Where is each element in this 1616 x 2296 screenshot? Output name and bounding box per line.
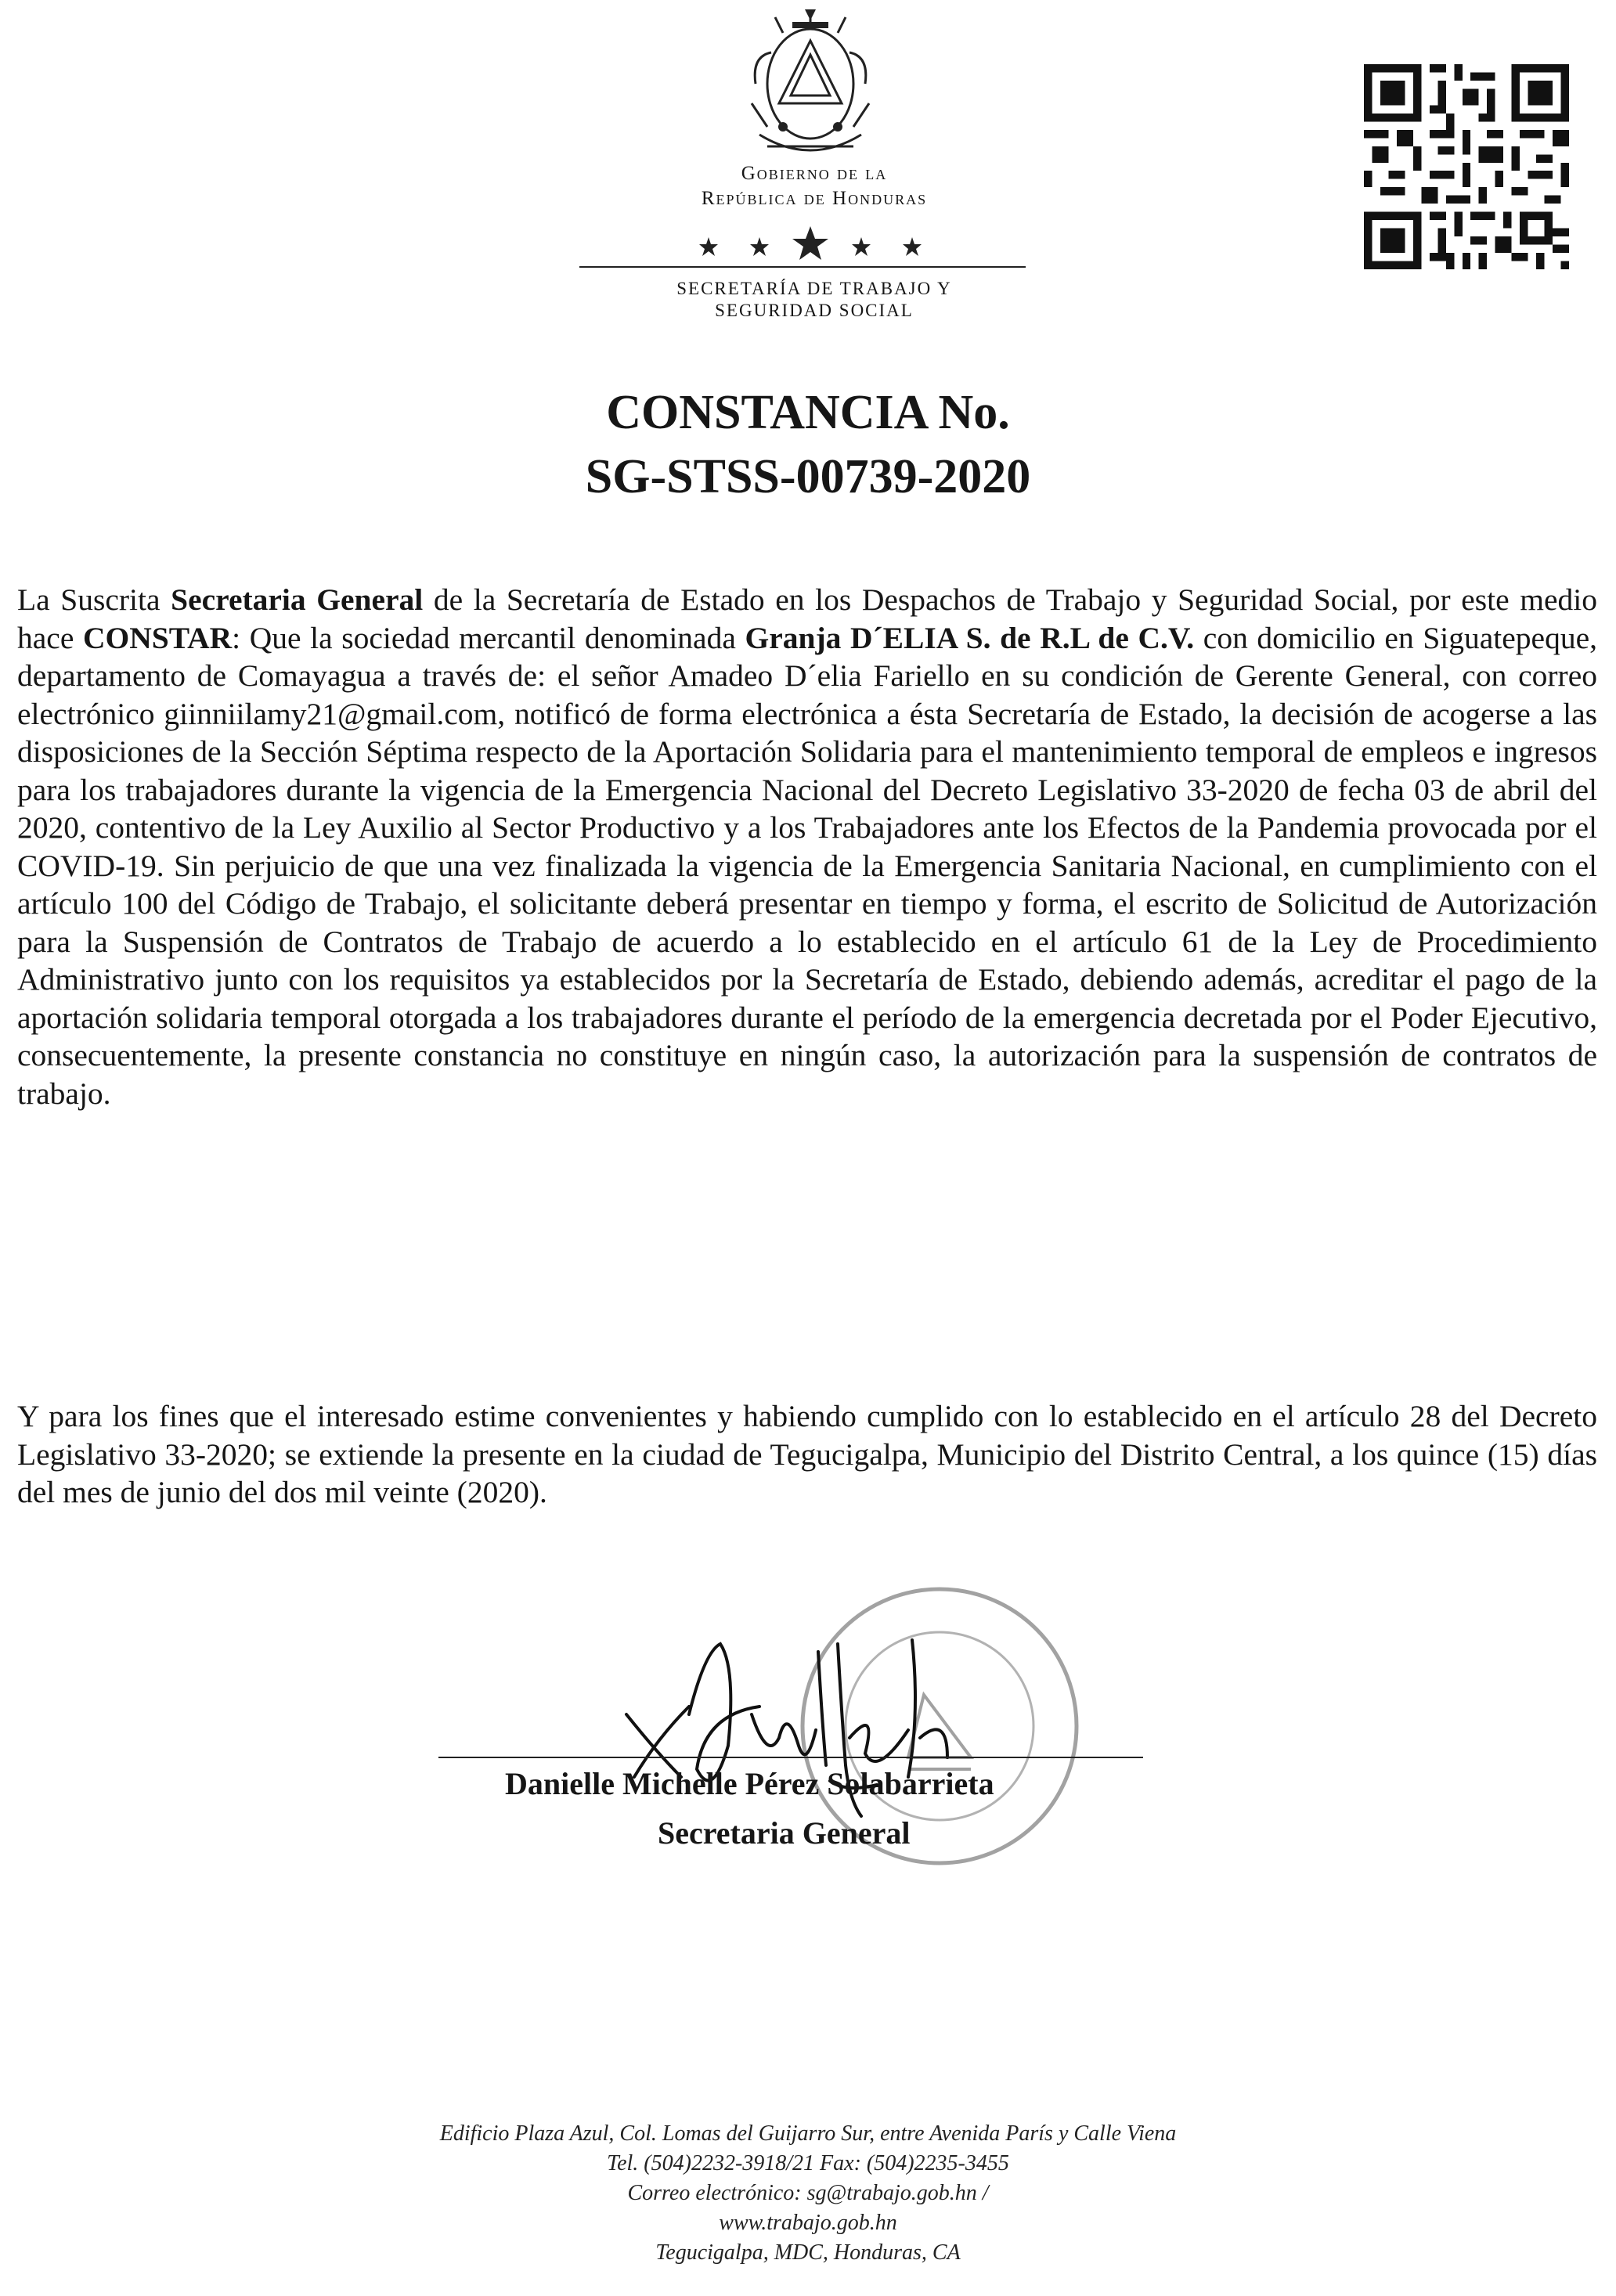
body-paragraph-1 (17, 581, 1597, 1112)
footer-address: Edificio Plaza Azul, Col. Lomas del Guijarro Sur, entre Avenida París y Calle Viena (439, 2121, 1177, 2146)
bold-text-run: Granja D´ELIA S. de R.L de C.V. (745, 620, 1195, 655)
footer-email: Correo electrónico: sg@trabajo.gob.hn / (627, 2181, 989, 2205)
qr-code-icon (1364, 64, 1569, 269)
footer-website: www.trabajo.gob.hn (719, 2211, 897, 2235)
signature-line (438, 1757, 1143, 1758)
signer-title: Secretaria General (658, 1815, 911, 1851)
ministry-name-line1: SECRETARÍA DE TRABAJO Y (676, 279, 952, 298)
header-divider (579, 266, 1026, 268)
coat-of-arms-icon (736, 9, 885, 162)
footer-city: Tegucigalpa, MDC, Honduras, CA (655, 2240, 961, 2265)
document-number: SG-STSS-00739-2020 (585, 450, 1031, 503)
government-name-line1: Gobierno de la (741, 163, 888, 184)
text-run: : Que la sociedad mercantil denominada (232, 620, 745, 655)
text-run: La Suscrita (17, 582, 171, 617)
signer-name: Danielle Michelle Pérez Solabarrieta (505, 1766, 994, 1801)
footer-phone: Tel. (504)2232-3918/21 Fax: (504)2235-3455 (607, 2151, 1009, 2175)
text-run: de la Secretaría de Estado en los Despachos de Trabajo y Seguridad Social, por este medio hace (17, 582, 1598, 655)
body-paragraph-2: Y para los fines que el interesado estime convenientes y habiendo cumplido con lo establecido en el artículo 28 del Decreto Legislativo 33-2020; se extiende la presente en la ciudad de Tegucigalpa, Municipio del Distrito Central, a los quince (15) días del mes de junio del dos mil veinte (2020). (17, 1399, 1597, 1509)
document-title: CONSTANCIA No. (606, 386, 1010, 439)
five-stars-icon (693, 223, 928, 262)
ministry-name-line2: SEGURIDAD SOCIAL (715, 301, 914, 320)
bold-text-run: Secretaria General (171, 582, 424, 617)
government-name-line2: República de Honduras (701, 188, 928, 209)
bold-text-run: CONSTAR (82, 620, 233, 655)
text-run: con domicilio en Siguatepeque, departamento de Comayagua a través de: el señor Amadeo D´elia Fariello en su condición de Gerente General, con correo electrónico giinniilamy21@gmail.com, notificó de forma electrónica a ésta Secretaría de Estado, la decisión de acogerse a las disposiciones de la Sección Séptima respecto de la Aportación Solidaria para el mantenimiento temporal de empleos e ingresos para los trabajadores durante la vigencia de la Emergencia Nacional del Decreto Legislativo 33-2020 de fecha 03 de abril del 2020, contentivo de la Ley Auxilio al Sector Productivo y a los Trabajadores ante los Efectos de la Pandemia provocada por el COVID-19. Sin perjuicio de que una vez finalizada la vigencia de la Emergencia Sanitaria Nacional, en cumplimiento con el artículo 100 del Código de Trabajo, el solicitante deberá presentar en tiempo y forma, el escrito de Solicitud de Autorización para la Suspensión de Contratos de Trabajo de acuerdo a lo establecido en el artículo 61 de la Ley de Procedimiento Administrativo junto con los requisitos ya establecidos por la Secretaría de Estado, debiendo además, acreditar el pago de la aportación solidaria temporal otorgada a los trabajadores durante el período de la emergencia decretada por el Poder Ejecutivo, consecuentemente, la presente constancia no constituye en ningún caso, la autorización para la suspensión de contratos de trabajo. (17, 620, 1597, 1111)
